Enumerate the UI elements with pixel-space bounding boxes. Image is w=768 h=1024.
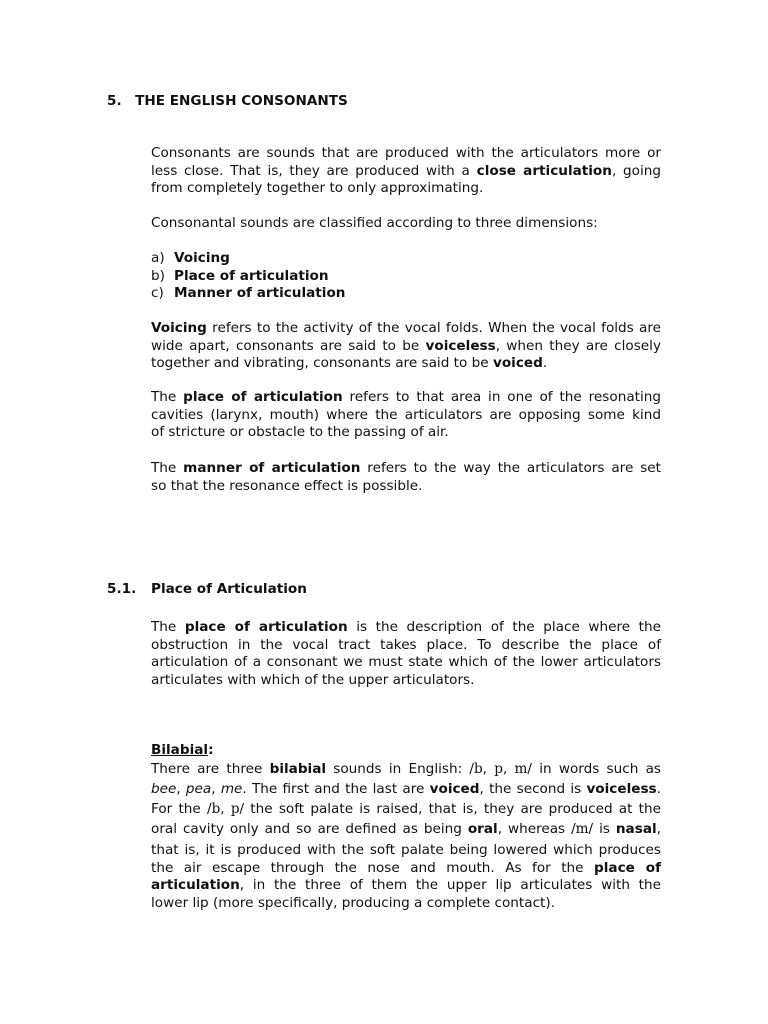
text-line: wide apart, consonants are said to be voiceless, when they are closely <box>151 337 661 354</box>
bilabial-heading: Bilabial: <box>151 742 214 758</box>
text-line: For the /b, p/ the soft palate is raised, that is, they are produced at the <box>151 801 661 817</box>
text-line: The place of articulation refers to that area in one of the resonating <box>151 389 661 405</box>
section-number: 5. <box>107 93 122 109</box>
section-5-1-title: Place of Articulation <box>151 581 307 597</box>
dimensions-intro: Consonantal sounds are classified according to three dimensions: <box>151 215 598 231</box>
text-line: articulation, in the three of them the upper lip articulates with the <box>151 877 661 893</box>
list-item: b) Place of articulation <box>151 267 329 284</box>
section-5-heading <box>107 93 348 109</box>
manner-paragraph <box>151 460 661 495</box>
bilabial-paragraph <box>151 759 661 912</box>
text-line: from completely together to only approximating. <box>151 180 484 196</box>
section-number: 5.1. <box>107 581 137 597</box>
intro-paragraph <box>151 145 661 198</box>
text-line: obstruction in the vocal tract takes place. To describe the place of <box>151 636 661 653</box>
text-line: The place of articulation is the description of the place where the <box>151 619 661 635</box>
text-line: There are three bilabial sounds in English: /b, p, m/ in words such as <box>151 761 661 777</box>
text-line: cavities (larynx, mouth) where the articulators are opposing some kind <box>151 406 661 423</box>
list-item: c) Manner of articulation <box>151 285 346 301</box>
text-line: bee, pea, me. The first and the last are voiced, the second is voiceless. <box>151 781 661 797</box>
text-line: the air escape through the nose and mouth. As for the place of <box>151 859 661 876</box>
text-line: of stricture or obstacle to the passing of air. <box>151 424 449 440</box>
text-line: oral cavity only and so are defined as being oral, whereas /m/ is nasal, <box>151 821 661 837</box>
text-line: Voicing refers to the activity of the vocal folds. When the vocal folds are <box>151 320 661 336</box>
text-line: together and vibrating, consonants are said to be voiced. <box>151 355 548 371</box>
text-line: articulation of a consonant we must state which of the lower articulators <box>151 654 661 670</box>
text-line: lower lip (more specifically, producing a complete contact). <box>151 894 556 911</box>
place-description-paragraph <box>151 619 661 689</box>
text-line: Consonants are sounds that are produced with the articulators more or <box>151 145 661 161</box>
text-line: articulates with which of the upper articulators. <box>151 671 475 688</box>
place-paragraph <box>151 389 661 442</box>
list-item: a) Voicing <box>151 250 230 266</box>
text-line: that is, it is produced with the soft palate being lowered which produces <box>151 842 661 858</box>
text-line: less close. That is, they are produced with a close articulation, going <box>151 162 661 179</box>
section-title: THE ENGLISH CONSONANTS <box>135 93 348 109</box>
text-line: so that the resonance effect is possible. <box>151 477 423 494</box>
dimensions-list <box>151 250 345 303</box>
text-line: The manner of articulation refers to the way the articulators are set <box>151 460 661 476</box>
section-5-1-heading <box>107 581 136 597</box>
voicing-paragraph <box>151 320 661 373</box>
